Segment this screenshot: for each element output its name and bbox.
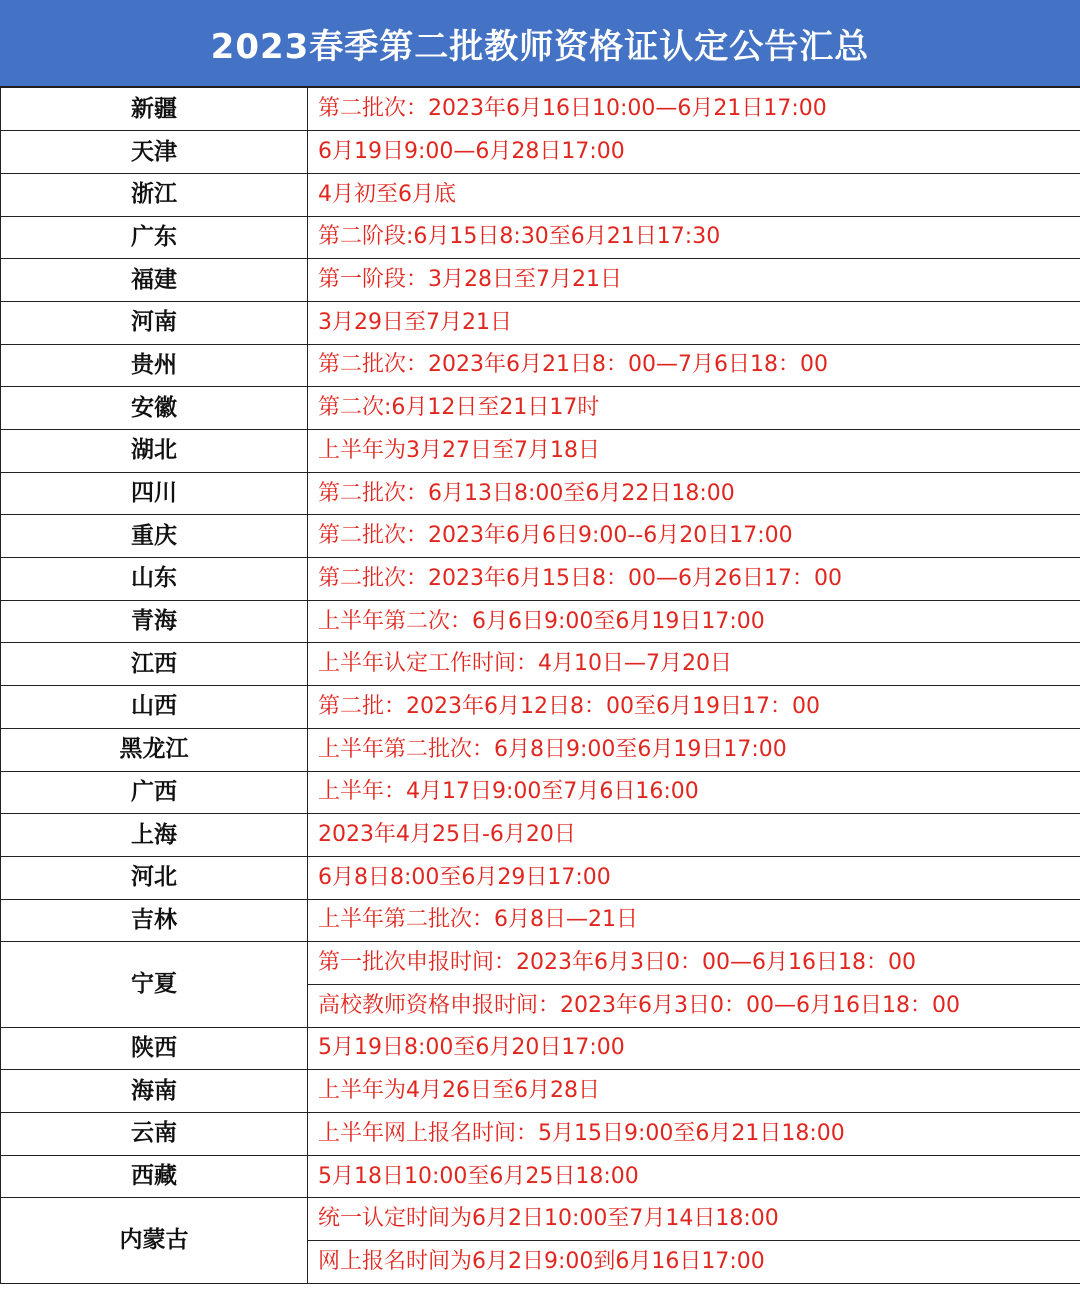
period-cell: 第二批次：2023年6月6日9:00--6月20日17:00 [308, 515, 1080, 558]
period-cell: 上半年认定工作时间：4月10日—7月20日 [308, 643, 1080, 686]
province-cell: 重庆 [1, 515, 308, 558]
table-row [1, 600, 1080, 643]
table-title: 2023春季第二批教师资格证认定公告汇总 [0, 0, 1080, 88]
province-cell: 上海 [1, 814, 308, 857]
province-cell: 新疆 [1, 88, 308, 131]
schedule-table [0, 88, 1080, 1284]
province-cell: 云南 [1, 1113, 308, 1156]
period-cell: 5月19日8:00至6月20日17:00 [308, 1027, 1080, 1070]
province-cell: 广西 [1, 771, 308, 814]
table-row [1, 814, 1080, 857]
period-cell: 第二阶段:6月15日8:30至6月21日17:30 [308, 216, 1080, 259]
period-cell: 上半年为4月26日至6月28日 [308, 1070, 1080, 1113]
table-row [1, 216, 1080, 259]
province-cell: 海南 [1, 1070, 308, 1113]
province-cell: 河北 [1, 856, 308, 899]
province-cell: 黑龙江 [1, 728, 308, 771]
table-row [1, 942, 1080, 985]
province-cell: 西藏 [1, 1155, 308, 1198]
period-cell: 3月29日至7月21日 [308, 301, 1080, 344]
province-cell: 天津 [1, 131, 308, 174]
period-cell: 2023年4月25日-6月20日 [308, 814, 1080, 857]
table-row [1, 173, 1080, 216]
province-cell: 贵州 [1, 344, 308, 387]
province-cell: 内蒙古 [1, 1198, 308, 1283]
province-cell: 广东 [1, 216, 308, 259]
table-row [1, 131, 1080, 174]
table-row [1, 771, 1080, 814]
table-row [1, 88, 1080, 131]
period-cell: 第二批次：2023年6月16日10:00—6月21日17:00 [308, 88, 1080, 131]
province-cell: 吉林 [1, 899, 308, 942]
province-cell: 河南 [1, 301, 308, 344]
province-cell: 青海 [1, 600, 308, 643]
period-cell: 上半年为3月27日至7月18日 [308, 430, 1080, 473]
period-cell: 网上报名时间为6月2日9:00到6月16日17:00 [308, 1241, 1080, 1284]
table-row [1, 558, 1080, 601]
table-row [1, 387, 1080, 430]
period-cell: 5月18日10:00至6月25日18:00 [308, 1155, 1080, 1198]
period-cell: 统一认定时间为6月2日10:00至7月14日18:00 [308, 1198, 1080, 1241]
period-cell: 6月8日8:00至6月29日17:00 [308, 856, 1080, 899]
province-cell: 安徽 [1, 387, 308, 430]
period-cell: 第二批：2023年6月12日8：00至6月19日17：00 [308, 686, 1080, 729]
province-cell: 浙江 [1, 173, 308, 216]
schedule-table-body [1, 88, 1080, 1283]
table-row [1, 515, 1080, 558]
province-cell: 陕西 [1, 1027, 308, 1070]
table-row [1, 686, 1080, 729]
table-row [1, 344, 1080, 387]
table-row [1, 259, 1080, 302]
period-cell: 第二批次：2023年6月15日8：00—6月26日17：00 [308, 558, 1080, 601]
province-cell: 江西 [1, 643, 308, 686]
period-cell: 高校教师资格申报时间：2023年6月3日0：00—6月16日18：00 [308, 984, 1080, 1027]
province-cell: 山东 [1, 558, 308, 601]
period-cell: 第一批次申报时间：2023年6月3日0：00—6月16日18：00 [308, 942, 1080, 985]
table-row [1, 643, 1080, 686]
province-cell: 福建 [1, 259, 308, 302]
table-row [1, 301, 1080, 344]
province-cell: 四川 [1, 472, 308, 515]
period-cell: 上半年第二批次：6月8日9:00至6月19日17:00 [308, 728, 1080, 771]
province-cell: 山西 [1, 686, 308, 729]
table-row [1, 856, 1080, 899]
period-cell: 上半年网上报名时间：5月15日9:00至6月21日18:00 [308, 1113, 1080, 1156]
period-cell: 上半年：4月17日9:00至7月6日16:00 [308, 771, 1080, 814]
period-cell: 第一阶段：3月28日至7月21日 [308, 259, 1080, 302]
table-row [1, 1155, 1080, 1198]
period-cell: 第二批次：2023年6月21日8：00—7月6日18：00 [308, 344, 1080, 387]
period-cell: 6月19日9:00—6月28日17:00 [308, 131, 1080, 174]
period-cell: 4月初至6月底 [308, 173, 1080, 216]
province-cell: 宁夏 [1, 942, 308, 1027]
table-row [1, 472, 1080, 515]
province-cell: 湖北 [1, 430, 308, 473]
period-cell: 第二批次：6月13日8:00至6月22日18:00 [308, 472, 1080, 515]
period-cell: 上半年第二批次：6月8日—21日 [308, 899, 1080, 942]
period-cell: 第二次:6月12日至21日17时 [308, 387, 1080, 430]
table-row [1, 430, 1080, 473]
period-cell: 上半年第二次：6月6日9:00至6月19日17:00 [308, 600, 1080, 643]
table-row [1, 1070, 1080, 1113]
table-row [1, 728, 1080, 771]
table-row [1, 1113, 1080, 1156]
table-row [1, 1027, 1080, 1070]
table-row [1, 899, 1080, 942]
table-row [1, 1198, 1080, 1241]
